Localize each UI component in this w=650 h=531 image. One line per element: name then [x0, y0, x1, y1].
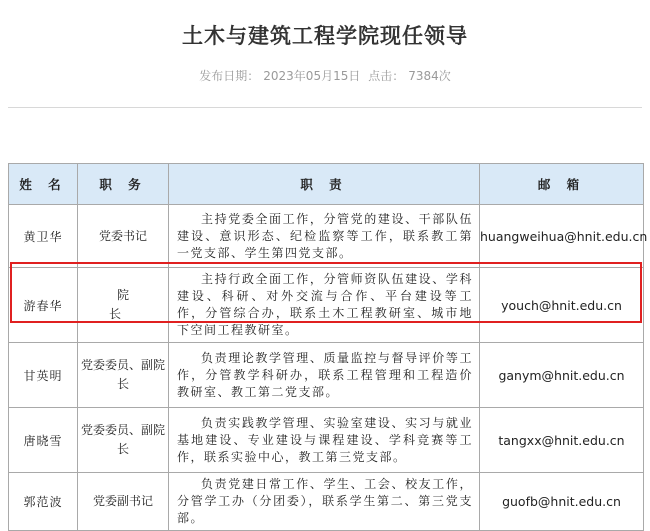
table-row	[9, 268, 644, 343]
publish-date-label: 发布日期：	[199, 69, 260, 83]
header-position: 职 务	[78, 164, 169, 205]
leader-email[interactable]: ganym@hnit.edu.cn	[480, 343, 644, 408]
leader-email[interactable]: huangweihua@hnit.edu.cn	[480, 205, 644, 268]
leader-name: 黄卫华	[9, 205, 78, 268]
leader-position: 党委副书记	[78, 473, 169, 531]
publish-date: 2023年05月15日	[263, 69, 361, 83]
leader-name: 唐晓雪	[9, 408, 78, 473]
leader-duties	[169, 205, 480, 268]
table-row	[9, 205, 644, 268]
leader-name: 游春华	[9, 268, 78, 343]
leader-position: 党委委员、副院长	[78, 408, 169, 473]
leader-position: 党委委员、副院长	[78, 343, 169, 408]
header-email: 邮 箱	[480, 164, 644, 205]
leader-email[interactable]: tangxx@hnit.edu.cn	[480, 408, 644, 473]
leader-duties	[169, 268, 480, 343]
table-row	[9, 343, 644, 408]
leader-name: 郭范波	[9, 473, 78, 531]
views-count: 7384次	[408, 69, 451, 83]
leader-duties	[169, 473, 480, 531]
views-label: 点击：	[368, 69, 405, 83]
page-title: 土木与建筑工程学院现任领导	[182, 24, 468, 48]
duties-text: 主持党委全面工作，分管党的建设、干部队伍建设、意识形态、纪检监察等工作，联系教工第一党支部、学生第四党支部。	[177, 211, 473, 260]
leader-duties	[169, 408, 480, 473]
duties-text: 主持行政全面工作，分管师资队伍建设、学科建设、科研、对外交流与合作、平台建设等工作，分管综合办，联系土木工程教研室、城市地下空间工程教研室。	[177, 272, 473, 337]
leaders-table	[8, 163, 648, 531]
position-text: 院 长	[108, 288, 145, 321]
duties-text: 负责理论教学管理、质量监控与督导评价等工作，分管教学科研办，联系工程管理和工程造价教研室、教工第二党支部。	[177, 350, 473, 399]
table-row	[9, 473, 644, 531]
article-meta	[0, 67, 650, 84]
header-duties: 职 责	[169, 164, 480, 205]
leader-email[interactable]: guofb@hnit.edu.cn	[480, 473, 644, 531]
duties-text: 负责实践教学管理、实验室建设、实习与就业基地建设、专业建设与课程建设、学科竞赛等工作，联系实验中心，教工第三党支部。	[177, 415, 473, 464]
leader-name: 甘英明	[9, 343, 78, 408]
table-header-row	[9, 164, 644, 205]
table-row	[9, 408, 644, 473]
leader-email[interactable]: youch@hnit.edu.cn	[480, 268, 644, 343]
duties-text: 负责党建日常工作、学生、工会、校友工作，分管学工办（分团委），联系学生第二、第三党支部。	[177, 477, 473, 525]
header-name: 姓 名	[9, 164, 78, 205]
leader-position	[78, 268, 169, 343]
leader-duties	[169, 343, 480, 408]
divider	[8, 107, 642, 108]
leader-position: 党委书记	[78, 205, 169, 268]
